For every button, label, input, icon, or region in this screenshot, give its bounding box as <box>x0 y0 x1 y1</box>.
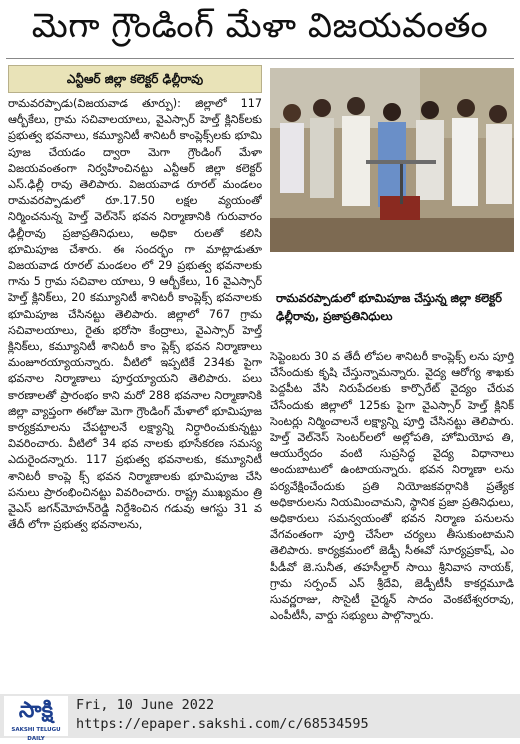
headline-divider <box>6 58 514 59</box>
event-photo <box>270 68 514 252</box>
article-body-right-column <box>270 349 514 685</box>
edition-date: Fri, 10 June 2022 <box>76 697 215 713</box>
article-byline: ఎన్టీఆర్ జిల్లా కలెక్టర్ ఢిల్లీరావు <box>8 65 262 93</box>
article-body-left-column <box>8 96 262 688</box>
body-paragraph: సెప్టెంబరు 30 వ తేదీ లోపల శానిటరీ కాంప్లెక్స్ లను పూర్తి చేసేందుకు కృషి చేస్తున్నామన్నారు. వైద్య ఆరోగ్య శాఖకు పెద్దపీట వేసి నిరుపేదలకు కార్పొరేట్ వైద్యం చేరువ చేసేందుకు జిల్లాలో 125కు పైగా వైఎస్సార్ హెల్త్ క్లినిక్ సెంటర్లు నిర్మించాలనే లక్ష్యాన్ని పూర్తి చేసినట్టు తెలిపారు. హెల్త్ వెల్‌నెస్ సెంటర్‌లలో అల్లోపతి, హోమియోప తి, ఆయుర్వేదం వంటి సుప్రసిద్ధ వైద్య విధానాలు అందుబాటులో ఉంటాయన్నారు. భవన నిర్మాణా లను పర్యవేక్షించేందుకు ప్రతి నియోజకవర్గానికి ప్రత్యేక అధికారులను నియమించామని, స్థానిక ప్రజా ప్రతినిధులు, అధికారులు సమన్వయంతో భవన నిర్మాణ పనులను వేగవంతంగా పూర్తి చేసేలా చర్యలు తీసుకుంటామని తెలిపారు. కార్యక్రమంలో జెడ్పీ సీఈవో సూర్యప్రకాష్, ఎం పీడీవో జె.సునీత, తహసీల్దార్ సాయి శ్రీనివాస నాయక్, గ్రామ సర్పంచ్ ఎస్ శ్రీదేవి, జెడ్పీటీసీ కాకర్లమూడి సువర్ణరాజు, సొసైటీ చైర్మన్ సాదం వెంకటేశ్వరరావు, ఎంపీటీసీ, వార్డు సభ్యులు పాల్గొన్నారు. <box>270 350 514 623</box>
photo-illustration <box>270 68 514 252</box>
sakshi-logo-text: సాక్షి <box>18 698 54 723</box>
body-paragraph: రామవరప్పాడు(విజయవాడ తూర్పు): జిల్లాలో 117 ఆర్బీకేలు, గ్రామ సచివాలయాలు, వైఎస్సార్ హెల్త్ క్లినిక్‌లకు ప్రభుత్వ భవనాలు, కమ్యూనిటీ శానిటరీ కాంప్లెక్స్‌లకు భూమి పూజ చేయడం ద్వారా మెగా గ్రౌండింగ్ మేళా విజయవంతంగా నిర్వహించినట్టు ఎన్టీఆర్ జిల్లా కలెక్టర్ ఎస్.ఢిల్లీ రావు తెలిపారు. విజయవాడ రూరల్ మండలం రామవరప్పాడులో రూ.17.50 లక్షల వ్యయంతో నిర్మించనున్న హెల్త్ వెల్‌నెస్ భవన నిర్మాణానికి గురువారం ఢిల్లీరావు ప్రజాప్రతినిధులు, అధికా రులతో కలిసి భూమిపూజ చేశారు. ఈ సందర్భం గా మాట్లాడుతూ విజయవాడ రూరల్ మండలం లో 29 ప్రభుత్వ భవనాలకు గాను 5 గ్రామ సచివాల యాలు, 9 ఆర్బీకేలు, 16 వైఎస్సార్ హెల్త్ క్లినిక్‌లు, 20 కమ్యూనిటీ శానిటరీ కాంప్లెక్స్ భవనాలకు భూమిపూజ చేసినట్టు తెలిపారు. జిల్లాలో 767 గ్రామ సచివాలయాలు, రైతు భరోసా కేంద్రాలు, వైఎస్సార్ హెల్త్ క్లినిక్‌లు, కమ్యూనిటీ శానిటరీ కాం ప్లెక్స్ భవన నిర్మాణాలు మంజూరయ్యాయన్నారు. వీటిలో ఇప్పటికే 234కు పైగా భవనాల నిర్మాణాలు పూర్తయ్యాయని తెలిపారు. పలు కారణాలతో ప్రారంభం కాని మరో 288 భవనాల నిర్మాణానికి జిల్లా వ్యాప్తంగా ఈరోజు మెగా గ్రౌండింగ్ మేళాలో భూమిపూజ కార్యక్రమాలను చేపట్టాలనే లక్ష్యాన్ని నిర్ధారించుకున్నట్టు వివరించారు. వీటిలో 34 భవ నాలకు భూసేకరణ సమస్య ఎదురైందన్నారు. 117 ప్రభుత్వ భవనాలకు, కమ్యూనిటీ శానిటరీ కాంప్లె క్స్ భవన నిర్మాణాలకు భూమిపూజ చేసి పనులు ప్రారంభించినట్టు వివరించారు. రాష్ట్ర ముఖ్యమం త్రి వైఎస్ జగన్‌మోహన్‌రెడ్డి నిర్దేశించిన గడువు ఆగస్టు 31 వ తేదీ లోగా ప్రభుత్వ భవనాలను, <box>8 97 262 532</box>
sakshi-logo-subtitle: SAKSHI TELUGU DAILY <box>11 727 61 742</box>
article-headline: మెగా గ్రౌండింగ్ మేళా విజయవంతం <box>31 6 489 46</box>
photo-caption: రామవరప్పాడులో భూమిపూజ చేస్తున్న జిల్లా కలెక్టర్ ఢిల్లీరావు, ప్రజాప్రతినిధులు <box>276 291 502 323</box>
epaper-link[interactable]: https://epaper.sakshi.com/c/68534595 <box>76 716 369 732</box>
